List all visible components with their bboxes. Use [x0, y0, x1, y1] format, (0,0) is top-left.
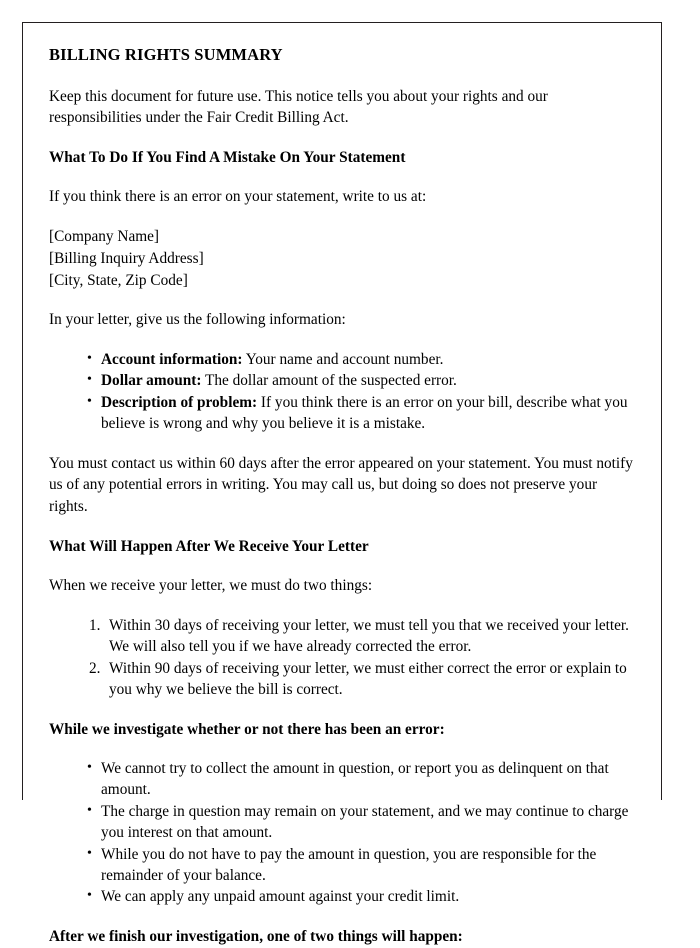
list-item-text: The dollar amount of the suspected error. [201, 372, 457, 390]
page-title: BILLING RIGHTS SUMMARY [49, 45, 283, 64]
letter-contents-intro: In your letter, give us the following information: [49, 311, 346, 329]
address-street-line: [Billing Inquiry Address] [49, 249, 204, 267]
list-item: • We can apply any unpaid amount against your credit limit. [87, 886, 635, 907]
list-item [87, 392, 635, 435]
list-item: • While you do not have to pay the amount in question, you are responsible for the remainder of your balance. [87, 844, 635, 887]
address-city-state-zip-line: [City, State, Zip Code] [49, 271, 188, 289]
write-to-us-paragraph: If you think there is an error on your statement, write to us at: [49, 188, 427, 206]
list-item: Within 90 days of receiving your letter, we must either correct the error or explain to you why we believe the bill is correct. [109, 659, 627, 699]
section-heading-after-letter: What Will Happen After We Receive Your Letter [49, 537, 369, 555]
list-item-lead: Dollar amount: [101, 372, 202, 390]
list-item [87, 349, 635, 370]
required-information-list [49, 349, 635, 435]
section-heading-investigation: While we investigate whether or not there has been an error: [49, 720, 445, 738]
address-company-line: [Company Name] [49, 228, 160, 246]
two-things-intro: When we receive your letter, we must do two things: [49, 577, 373, 595]
list-item [87, 370, 635, 391]
list-item-lead: Description of problem: [101, 393, 258, 411]
list-item: • We cannot try to collect the amount in question, or report you as delinquent on that amount. [87, 758, 635, 801]
list-item: Within 30 days of receiving your letter, we must tell you that we received your letter. We will also tell you if we have already corrected the error. [109, 616, 629, 656]
intro-paragraph: Keep this document for future use. This notice tells you about your rights and our responsibilities under the Fair Credit Billing Act. [49, 87, 548, 127]
section-heading-find-mistake: What To Do If You Find A Mistake On Your Statement [49, 149, 406, 167]
list-item-lead: Account information: [101, 351, 243, 369]
response-steps-list [49, 615, 635, 701]
document-page [22, 22, 662, 945]
billing-address-block [49, 226, 635, 291]
document-body [23, 23, 661, 948]
investigation-rights-list [49, 758, 635, 908]
sixty-day-deadline-paragraph: You must contact us within 60 days after the error appeared on your statement. You must notify us of any potential errors in writing. You may call us, but doing so does not preserve your rights. [49, 454, 633, 516]
list-item-text: Your name and account number. [242, 351, 444, 369]
section-heading-after-investigation-clipped: After we finish our investigation, one of two things will happen: [49, 927, 463, 945]
list-item-text: If you think there is an error on your bill, describe what you believe is wrong and why you believe it is a mistake. [101, 393, 628, 433]
list-item: • The charge in question may remain on your statement, and we may continue to charge you interest on that amount. [87, 801, 635, 844]
